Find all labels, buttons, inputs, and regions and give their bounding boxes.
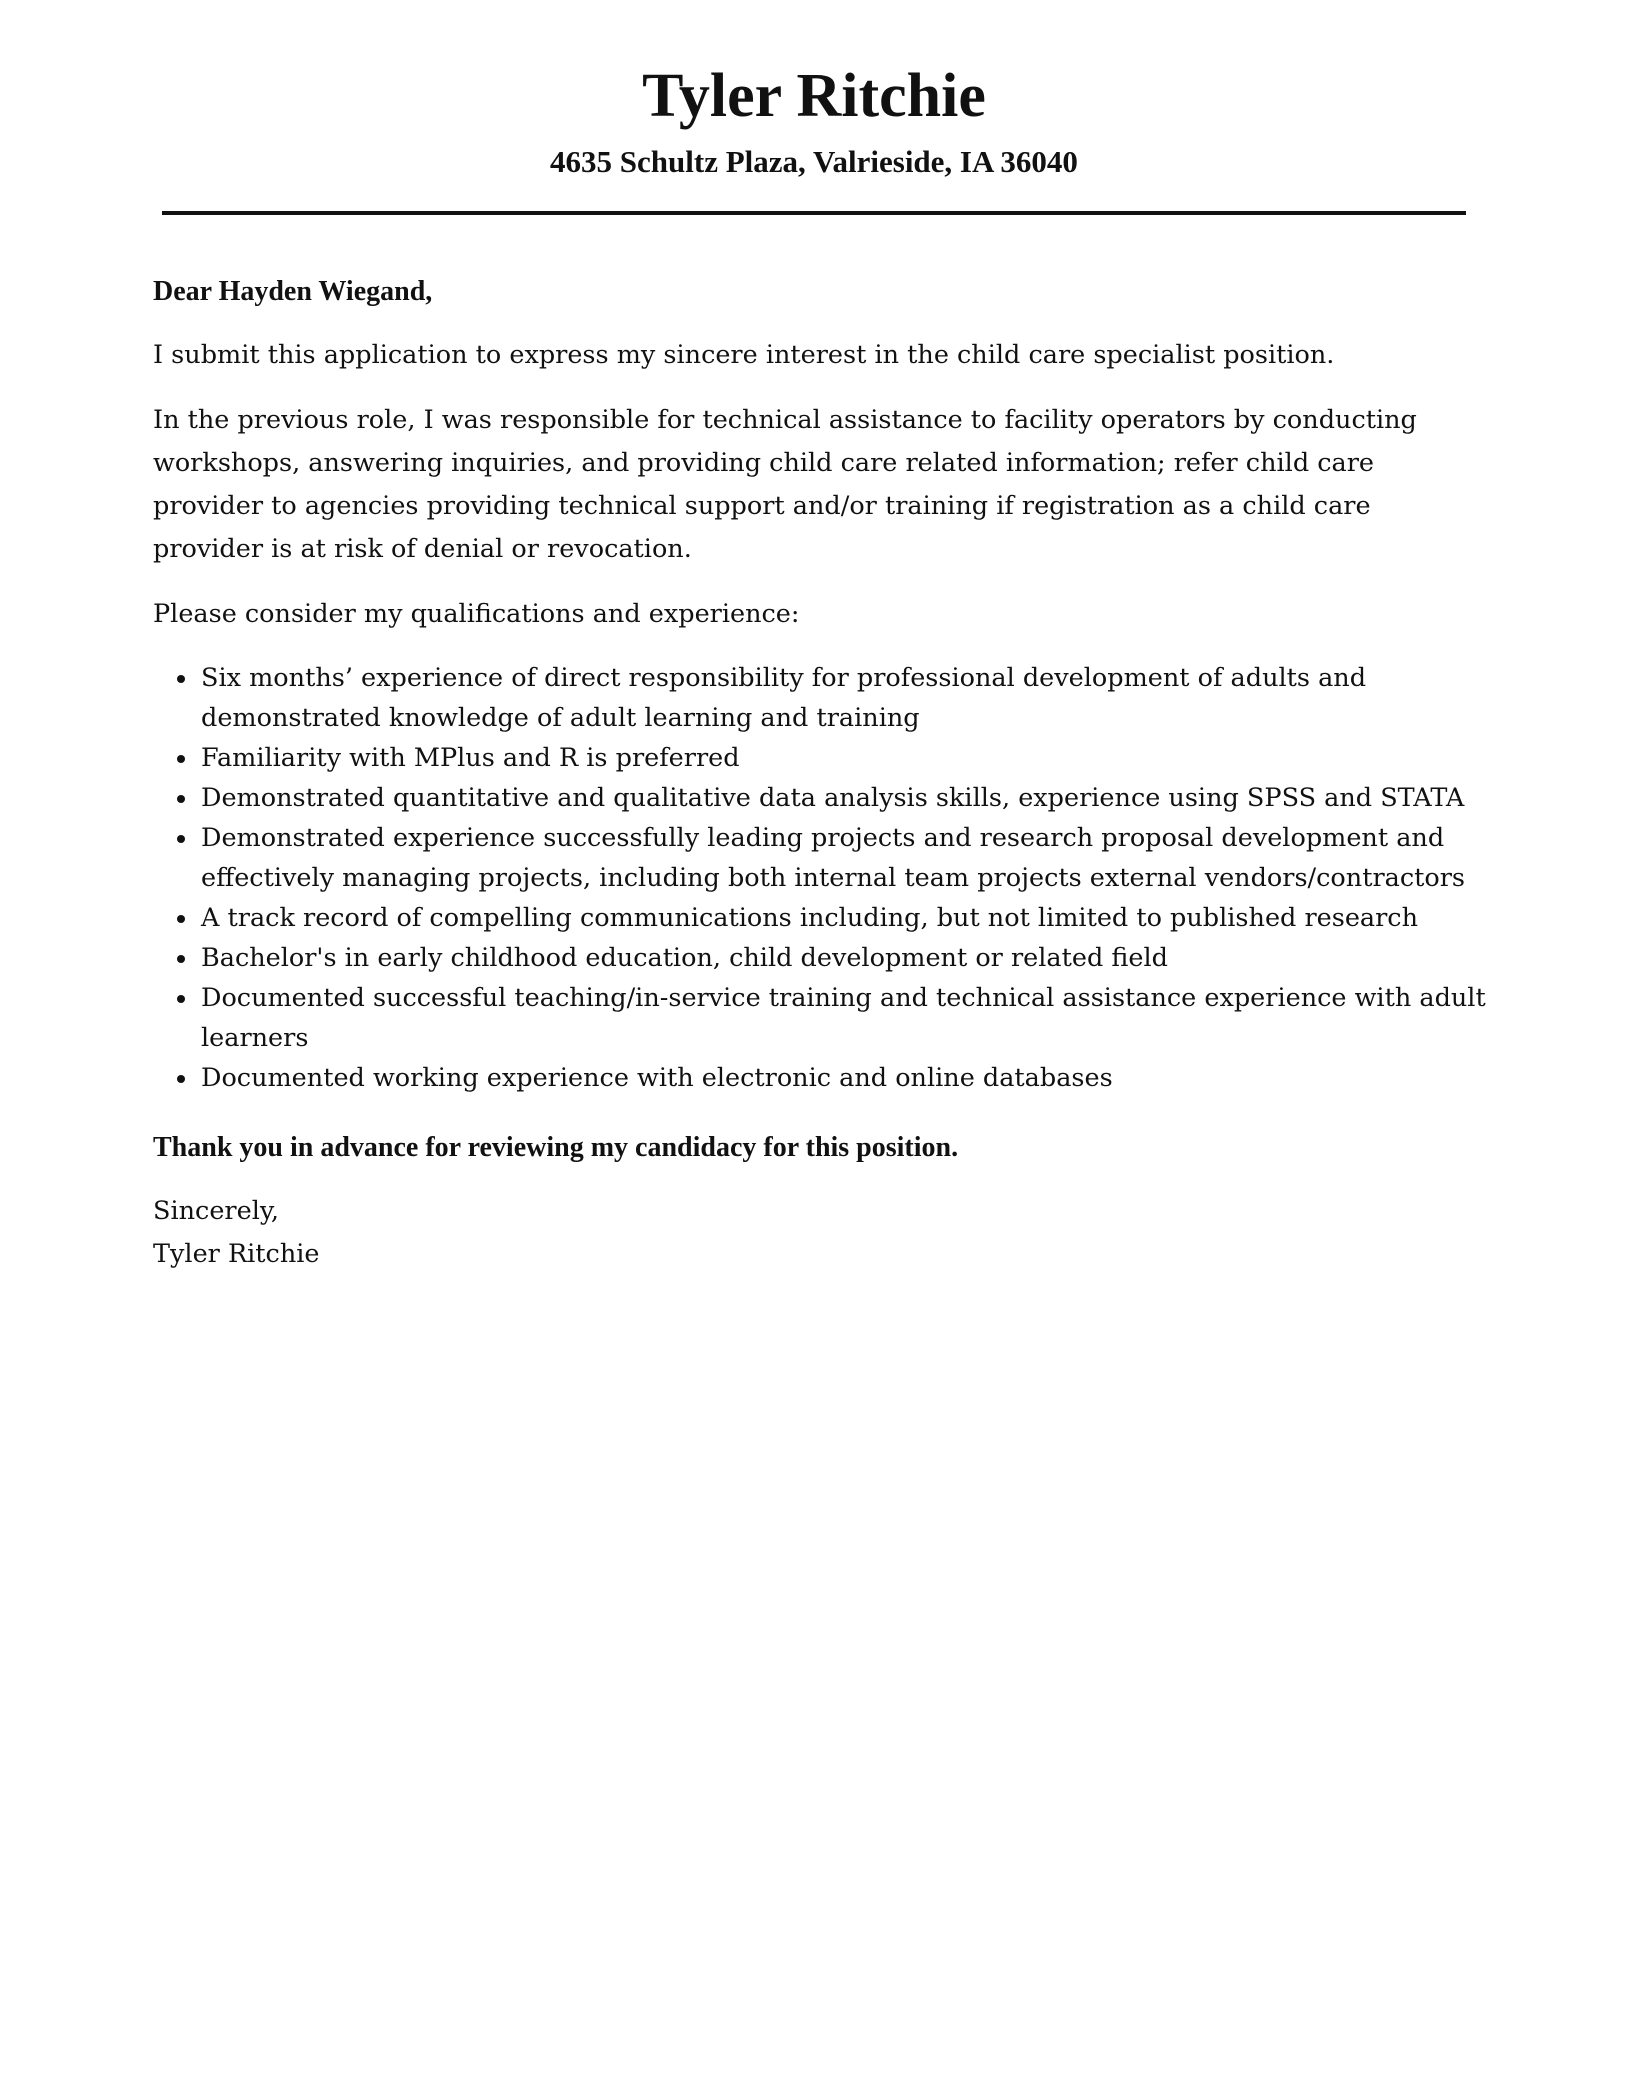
bullet-icon bbox=[177, 755, 185, 763]
bullet-icon bbox=[177, 995, 185, 1003]
list-item-text: Six months’ experience of direct responsibility for professional development of adults and demonstrated knowledge of adult learning and training bbox=[201, 663, 1367, 733]
applicant-name: Tyler Ritchie bbox=[642, 62, 986, 130]
qualifications-list bbox=[153, 658, 1488, 1098]
list-item bbox=[153, 978, 1488, 1058]
letter-body bbox=[153, 272, 1488, 1276]
list-item-text: Demonstrated experience successfully leading projects and research proposal development and effectively managing projects, including both internal team projects external vendors/contractors bbox=[201, 823, 1466, 893]
valediction: Sincerely, bbox=[153, 1196, 279, 1226]
signature-name: Tyler Ritchie bbox=[153, 1239, 320, 1269]
list-item-text: Familiarity with MPlus and R is preferred bbox=[201, 743, 740, 773]
list-item bbox=[153, 1058, 1488, 1098]
list-item-text: Documented successful teaching/in-service training and technical assistance experience with adult learners bbox=[201, 983, 1486, 1053]
header-divider bbox=[162, 211, 1466, 215]
bullet-icon bbox=[177, 795, 185, 803]
qualifications-intro: Please consider my qualifications and experience: bbox=[153, 599, 800, 629]
list-item bbox=[153, 738, 1488, 778]
list-item bbox=[153, 778, 1488, 818]
bullet-icon bbox=[177, 1075, 185, 1083]
bullet-icon bbox=[177, 955, 185, 963]
bullet-icon bbox=[177, 915, 185, 923]
list-item-text: Bachelor's in early childhood education, child development or related field bbox=[201, 943, 1168, 973]
list-item-text: Documented working experience with electronic and online databases bbox=[201, 1063, 1113, 1093]
list-item-text: A track record of compelling communications including, but not limited to published research bbox=[201, 903, 1419, 933]
letter-header bbox=[162, 56, 1466, 179]
bullet-icon bbox=[177, 675, 185, 683]
list-item bbox=[153, 818, 1488, 898]
list-item bbox=[153, 898, 1488, 938]
intro-paragraph: I submit this application to express my sincere interest in the child care specialist position. bbox=[153, 340, 1335, 370]
closing-statement: Thank you in advance for reviewing my candidacy for this position. bbox=[153, 1132, 959, 1163]
applicant-address: 4635 Schultz Plaza, Valrieside, IA 36040 bbox=[550, 144, 1078, 179]
salutation: Dear Hayden Wiegand, bbox=[153, 276, 433, 307]
list-item bbox=[153, 938, 1488, 978]
list-item bbox=[153, 658, 1488, 738]
list-item-text: Demonstrated quantitative and qualitative data analysis skills, experience using SPSS and STATA bbox=[201, 783, 1465, 813]
bullet-icon bbox=[177, 835, 185, 843]
previous-role-paragraph: In the previous role, I was responsible for technical assistance to facility operators by conducting workshops, answering inquiries, and providing child care related information; refer child care provider to agencies providing technical support and/or training if registration as a child care provider is at risk of denial or revocation. bbox=[153, 405, 1417, 564]
